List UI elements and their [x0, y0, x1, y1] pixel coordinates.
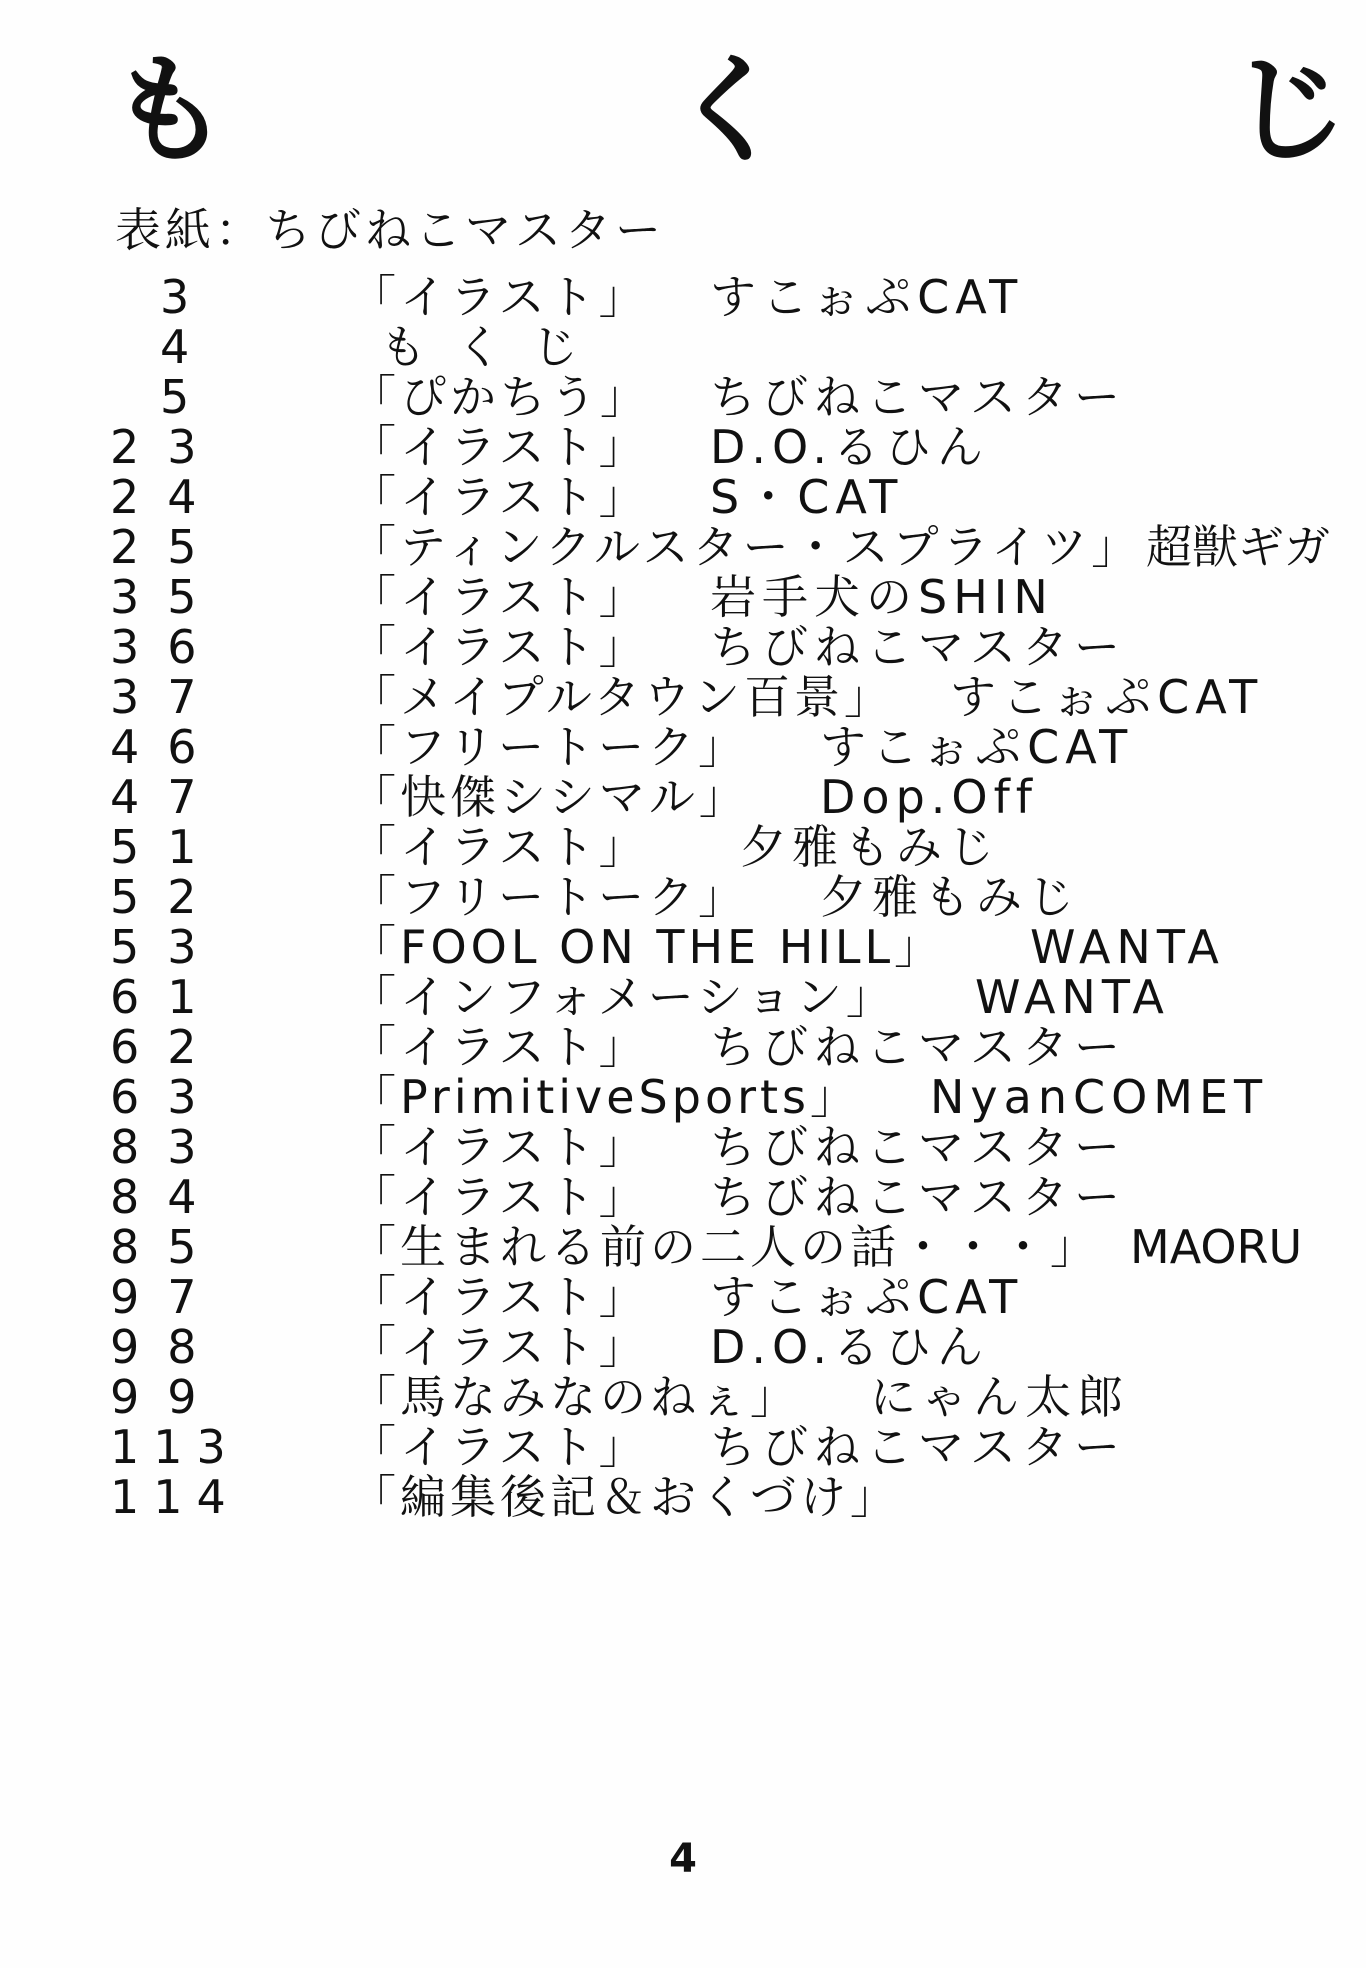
toc-piece-title: 「イラスト」: [350, 820, 649, 874]
toc-piece-title: 「イラスト」: [350, 1120, 649, 1174]
toc-author: すこぉぷCAT: [710, 270, 1024, 324]
toc-page-number: 5: [160, 370, 218, 424]
toc-piece-title: 「PrimitiveSports」: [350, 1070, 861, 1124]
toc-author: MAORU: [1130, 1220, 1303, 1274]
toc-page-number: 63: [110, 1070, 225, 1124]
toc-piece-title: 「編集後記＆おくづけ」: [350, 1470, 900, 1524]
toc-author: 超獣ギガ: [1146, 520, 1330, 574]
toc-piece-title: 「イラスト」: [350, 470, 649, 524]
title-char-3: じ: [1230, 41, 1349, 179]
toc-page-number: 53: [110, 920, 225, 974]
toc-page-number: 114: [110, 1470, 240, 1524]
toc-piece-title: 「イラスト」: [350, 1420, 649, 1474]
toc-piece-title: 「馬なみなのねぇ」: [350, 1370, 800, 1424]
toc-entry: [0, 1466, 1366, 1528]
toc-page-number: 47: [110, 770, 225, 824]
toc-author: ちびねこマスター: [710, 1420, 1126, 1474]
page-number: 4: [669, 1836, 697, 1882]
toc-piece-title: もくじ: [380, 320, 608, 374]
toc-author: すこぉぷCAT: [820, 720, 1134, 774]
toc-page-number: 23: [110, 420, 225, 474]
toc-page-number: 51: [110, 820, 225, 874]
toc-author: にゃん太郎: [870, 1370, 1130, 1424]
toc-author: Dop.Off: [820, 770, 1038, 824]
toc-author: ちびねこマスター: [710, 1020, 1126, 1074]
toc-author: D.O.るひん: [710, 420, 990, 474]
toc-page-number: 36: [110, 620, 225, 674]
toc-page-number: 83: [110, 1120, 225, 1174]
toc-page-number: 98: [110, 1320, 225, 1374]
toc-author: ちびねこマスター: [710, 620, 1126, 674]
toc-page-number: 4: [160, 320, 218, 374]
toc-page-number: 62: [110, 1020, 225, 1074]
toc-page-number: 46: [110, 720, 225, 774]
toc-page-number: 37: [110, 670, 225, 724]
toc-author: 夕雅もみじ: [740, 820, 1000, 874]
toc-piece-title: 「生まれる前の二人の話・・・」: [350, 1220, 1100, 1274]
toc-author: すこぉぷCAT: [710, 1270, 1024, 1324]
toc-page-number: 84: [110, 1170, 225, 1224]
toc-page-number: 99: [110, 1370, 225, 1424]
toc-piece-title: 「ティンクルスター・スプライツ」: [350, 520, 1142, 574]
toc-page-number: 113: [110, 1420, 240, 1474]
toc-piece-title: 「インフォメーション」: [350, 970, 896, 1024]
toc-piece-title: 「フリートーク」: [350, 870, 749, 924]
title-char-2: く: [670, 41, 789, 179]
toc-page-number: 97: [110, 1270, 225, 1324]
toc-page-number: 3: [160, 270, 218, 324]
toc-piece-title: 「快傑シシマル」: [350, 770, 749, 824]
toc-piece-title: 「イラスト」: [350, 1170, 649, 1224]
toc-page-number: 24: [110, 470, 225, 524]
toc-piece-title: 「メイプルタウン百景」: [350, 670, 895, 724]
toc-page-number: 85: [110, 1220, 225, 1274]
cover-credit: 表紙：ちびねこマスター: [115, 203, 665, 257]
toc-author: WANTA: [975, 970, 1170, 1024]
toc-piece-title: 「イラスト」: [350, 620, 649, 674]
toc-piece-title: 「イラスト」: [350, 570, 649, 624]
toc-author: ちびねこマスター: [710, 1120, 1126, 1174]
toc-page-number: 35: [110, 570, 225, 624]
toc-page-number: 52: [110, 870, 225, 924]
toc-author: 岩手犬のSHIN: [710, 570, 1054, 624]
page-title: [110, 40, 1349, 180]
toc-piece-title: 「イラスト」: [350, 270, 649, 324]
toc-page-number: 25: [110, 520, 225, 574]
toc-author: ちびねこマスター: [710, 1170, 1126, 1224]
toc-page-number: 61: [110, 970, 225, 1024]
toc-piece-title: 「ぴかちう」: [350, 370, 650, 424]
toc-author: すこぉぷCAT: [950, 670, 1264, 724]
toc-piece-title: 「フリートーク」: [350, 720, 749, 774]
toc-piece-title: 「イラスト」: [350, 1270, 649, 1324]
toc-author: NyanCOMET: [930, 1070, 1269, 1124]
toc-author: D.O.るひん: [710, 1320, 990, 1374]
toc-author: WANTA: [1030, 920, 1225, 974]
toc-piece-title: 「イラスト」: [350, 420, 649, 474]
toc-piece-title: 「イラスト」: [350, 1020, 649, 1074]
title-char-1: も: [110, 41, 229, 179]
toc-piece-title: 「イラスト」: [350, 1320, 649, 1374]
toc-piece-title: 「FOOL ON THE HILL」: [350, 920, 945, 974]
toc-author: S・CAT: [710, 470, 904, 524]
toc-author: 夕雅もみじ: [820, 870, 1080, 924]
toc-author: ちびねこマスター: [710, 370, 1126, 424]
